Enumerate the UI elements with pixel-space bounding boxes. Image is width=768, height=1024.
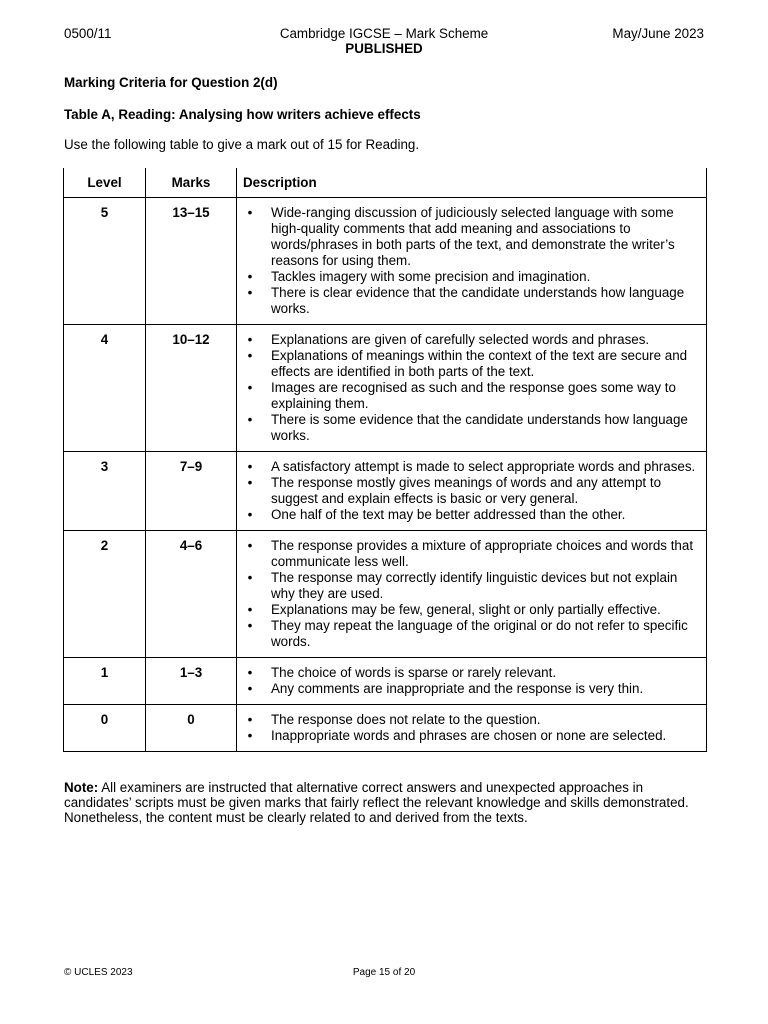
document-title-block xyxy=(64,26,704,56)
bullet-icon: • xyxy=(247,570,253,585)
description-item xyxy=(243,538,700,570)
bullet-icon: • xyxy=(247,332,253,347)
bullet-icon: • xyxy=(247,618,253,633)
table-header-row xyxy=(64,168,707,198)
table-row xyxy=(64,705,707,752)
marks-cell: 10–12 xyxy=(146,325,237,452)
bullet-icon: • xyxy=(247,728,253,743)
level-cell: 3 xyxy=(64,452,146,531)
description-item-text: A satisfactory attempt is made to select appropriate words and phrases. xyxy=(271,459,696,474)
level-cell: 1 xyxy=(64,658,146,705)
marks-cell: 4–6 xyxy=(146,531,237,658)
description-cell xyxy=(237,531,707,658)
description-list xyxy=(243,538,700,650)
bullet-icon: • xyxy=(247,475,253,490)
description-item xyxy=(243,412,700,444)
description-cell xyxy=(237,325,707,452)
description-list xyxy=(243,332,700,444)
description-item-text: There is some evidence that the candidate understands how language works. xyxy=(271,412,688,443)
description-item xyxy=(243,665,700,681)
bullet-icon: • xyxy=(247,712,253,727)
bullet-icon: • xyxy=(247,507,253,522)
marks-cell: 7–9 xyxy=(146,452,237,531)
marks-cell: 1–3 xyxy=(146,658,237,705)
description-list xyxy=(243,712,700,744)
table-heading: Table A, Reading: Analysing how writers achieve effects xyxy=(64,107,421,122)
marking-criteria-table xyxy=(63,168,707,752)
syllabus-code: 0500/11 xyxy=(64,26,112,41)
note-label: Note: xyxy=(64,780,99,795)
description-cell xyxy=(237,705,707,752)
description-item xyxy=(243,459,700,475)
criteria-heading: Marking Criteria for Question 2(d) xyxy=(64,75,278,90)
published-label: PUBLISHED xyxy=(345,41,423,56)
description-item-text: Explanations of meanings within the context of the text are secure and effects are identified in both parts of the text. xyxy=(271,348,688,379)
description-cell xyxy=(237,452,707,531)
description-item-text: The response provides a mixture of appropriate choices and words that communicate less well. xyxy=(271,538,694,569)
note-text: All examiners are instructed that alternative correct answers and unexpected approaches in candidates’ scripts must be given marks that fairly reflect the relevant knowledge and skills demonstrated. Nonetheless, the content must be clearly related to and derived from the texts. xyxy=(64,780,689,825)
description-item xyxy=(243,728,700,744)
marks-cell: 13–15 xyxy=(146,198,237,325)
description-item-text: The response mostly gives meanings of words and any attempt to suggest and explain effects is basic or very general. xyxy=(271,475,662,506)
bullet-icon: • xyxy=(247,269,253,284)
bullet-icon: • xyxy=(247,348,253,363)
description-item-text: Explanations are given of carefully selected words and phrases. xyxy=(271,332,650,347)
footer-page-number: Page 15 of 20 xyxy=(352,967,416,978)
bullet-icon: • xyxy=(247,665,253,680)
table-body xyxy=(64,198,707,752)
description-item xyxy=(243,570,700,602)
description-item-text: The choice of words is sparse or rarely relevant. xyxy=(271,665,557,680)
page-header xyxy=(64,26,704,58)
column-header-marks: Marks xyxy=(146,168,237,198)
description-item-text: Inappropriate words and phrases are chosen or none are selected. xyxy=(271,728,667,743)
exam-session: May/June 2023 xyxy=(612,26,704,41)
examiner-note xyxy=(64,780,714,825)
document-title: Cambridge IGCSE – Mark Scheme xyxy=(279,26,489,41)
description-item xyxy=(243,507,700,523)
description-item xyxy=(243,205,700,269)
level-cell: 0 xyxy=(64,705,146,752)
description-item-text: Wide-ranging discussion of judiciously selected language with some high-quality comments that add meaning and associations to words/phrases in both parts of the text, and demonstrate the writer’s reasons for using them. xyxy=(271,205,675,268)
description-list xyxy=(243,665,700,697)
description-item xyxy=(243,285,700,317)
description-list xyxy=(243,459,700,523)
description-item-text: Images are recognised as such and the response goes some way to explaining them. xyxy=(271,380,676,411)
table-row xyxy=(64,531,707,658)
bullet-icon: • xyxy=(247,205,253,220)
description-item xyxy=(243,475,700,507)
description-item-text: There is clear evidence that the candidate understands how language works. xyxy=(271,285,685,316)
bullet-icon: • xyxy=(247,538,253,553)
level-cell: 5 xyxy=(64,198,146,325)
description-item-text: Any comments are inappropriate and the response is very thin. xyxy=(271,681,644,696)
bullet-icon: • xyxy=(247,681,253,696)
description-item xyxy=(243,712,700,728)
bullet-icon: • xyxy=(247,412,253,427)
description-item xyxy=(243,269,700,285)
description-item-text: Tackles imagery with some precision and imagination. xyxy=(271,269,591,284)
description-list xyxy=(243,205,700,317)
bullet-icon: • xyxy=(247,602,253,617)
bullet-icon: • xyxy=(247,285,253,300)
description-cell xyxy=(237,198,707,325)
bullet-icon: • xyxy=(247,459,253,474)
description-item-text: The response may correctly identify linguistic devices but not explain why they are used. xyxy=(271,570,678,601)
description-item xyxy=(243,332,700,348)
table-row xyxy=(64,198,707,325)
table-row xyxy=(64,452,707,531)
column-header-description: Description xyxy=(237,168,707,198)
table-row xyxy=(64,658,707,705)
description-item-text: They may repeat the language of the original or do not refer to specific words. xyxy=(271,618,688,649)
level-cell: 4 xyxy=(64,325,146,452)
intro-text: Use the following table to give a mark out of 15 for Reading. xyxy=(64,137,420,152)
description-item-text: The response does not relate to the question. xyxy=(271,712,541,727)
table-row xyxy=(64,325,707,452)
description-item xyxy=(243,602,700,618)
level-cell: 2 xyxy=(64,531,146,658)
description-item-text: One half of the text may be better addressed than the other. xyxy=(271,507,626,522)
column-header-level: Level xyxy=(64,168,146,198)
description-cell xyxy=(237,658,707,705)
description-item xyxy=(243,618,700,650)
footer-copyright: © UCLES 2023 xyxy=(64,967,133,978)
description-item xyxy=(243,681,700,697)
bullet-icon: • xyxy=(247,380,253,395)
marks-cell: 0 xyxy=(146,705,237,752)
description-item xyxy=(243,348,700,380)
description-item-text: Explanations may be few, general, slight or only partially effective. xyxy=(271,602,661,617)
description-item xyxy=(243,380,700,412)
